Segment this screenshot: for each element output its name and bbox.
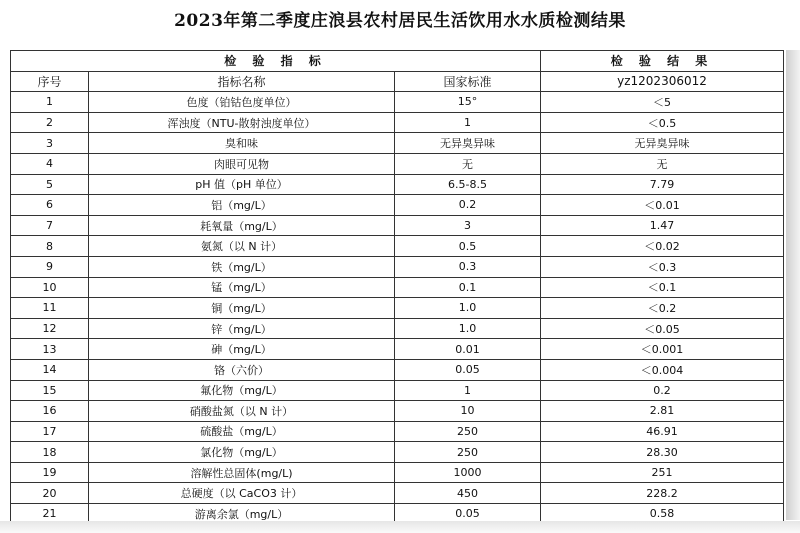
indicator-name-cell: 铜（mg/L）: [89, 298, 395, 319]
indicator-name-cell: 锰（mg/L）: [89, 277, 395, 298]
test-result-cell: 7.79: [541, 174, 784, 195]
test-result-cell: 46.91: [541, 421, 784, 442]
indicator-name-cell: 锌（mg/L）: [89, 318, 395, 339]
test-result-cell: 1.47: [541, 215, 784, 236]
indicator-name-cell: 氨氮（以 N 计）: [89, 236, 395, 257]
row-index-cell: 3: [11, 133, 89, 154]
indicator-name-cell: 铬（六价）: [89, 359, 395, 380]
indicator-name-cell: 砷（mg/L）: [89, 339, 395, 360]
national-standard-cell: 1: [395, 380, 541, 401]
indicator-name-cell: 游离余氯（mg/L）: [89, 504, 395, 525]
table-row: [11, 256, 784, 277]
test-result-cell: ＜0.05: [541, 318, 784, 339]
test-result-cell: 无异臭异味: [541, 133, 784, 154]
viewer-bottom-shadow: [0, 521, 800, 533]
table-row: [11, 112, 784, 133]
group-header-row: [11, 51, 784, 72]
standard-column-header: 国家标准: [395, 71, 541, 92]
indicator-name-cell: 总硬度（以 CaCO3 计）: [89, 483, 395, 504]
national-standard-cell: 6.5-8.5: [395, 174, 541, 195]
row-index-cell: 17: [11, 421, 89, 442]
indicator-name-cell: 氟化物（mg/L）: [89, 380, 395, 401]
row-index-cell: 12: [11, 318, 89, 339]
row-index-cell: 18: [11, 442, 89, 463]
table-row: [11, 380, 784, 401]
national-standard-cell: 10: [395, 401, 541, 422]
national-standard-cell: 250: [395, 421, 541, 442]
column-header-row: [11, 71, 784, 92]
indicator-name-cell: 硝酸盐氮（以 N 计）: [89, 401, 395, 422]
results-group-header: 检 验 结 果: [541, 51, 784, 72]
national-standard-cell: 1000: [395, 462, 541, 483]
national-standard-cell: 0.1: [395, 277, 541, 298]
test-result-cell: 2.81: [541, 401, 784, 422]
national-standard-cell: 0.2: [395, 195, 541, 216]
indicator-name-cell: 硫酸盐（mg/L）: [89, 421, 395, 442]
table-row: [11, 462, 784, 483]
test-result-cell: 251: [541, 462, 784, 483]
row-index-cell: 5: [11, 174, 89, 195]
table-row: [11, 195, 784, 216]
test-result-cell: ＜0.2: [541, 298, 784, 319]
national-standard-cell: 0.05: [395, 504, 541, 525]
row-index-cell: 6: [11, 195, 89, 216]
national-standard-cell: 0.5: [395, 236, 541, 257]
national-standard-cell: 无: [395, 153, 541, 174]
sample-id-column-header: yz1202306012: [541, 71, 784, 92]
test-result-cell: 无: [541, 153, 784, 174]
table-row: [11, 401, 784, 422]
national-standard-cell: 250: [395, 442, 541, 463]
table-row: [11, 174, 784, 195]
table-row: [11, 277, 784, 298]
test-result-cell: 0.2: [541, 380, 784, 401]
test-result-cell: ＜0.02: [541, 236, 784, 257]
test-result-cell: ＜0.1: [541, 277, 784, 298]
test-result-cell: 28.30: [541, 442, 784, 463]
table-row: [11, 483, 784, 504]
table-row: [11, 339, 784, 360]
indicator-name-cell: 铁（mg/L）: [89, 256, 395, 277]
table-row: [11, 442, 784, 463]
row-index-cell: 14: [11, 359, 89, 380]
indicator-name-cell: 臭和味: [89, 133, 395, 154]
table-row: [11, 421, 784, 442]
national-standard-cell: 0.05: [395, 359, 541, 380]
national-standard-cell: 无异臭异味: [395, 133, 541, 154]
national-standard-cell: 3: [395, 215, 541, 236]
page-title: 2023年第二季度庄浪县农村居民生活饮用水水质检测结果: [174, 11, 626, 31]
row-index-cell: 11: [11, 298, 89, 319]
table-row: [11, 298, 784, 319]
row-index-cell: 16: [11, 401, 89, 422]
row-index-cell: 21: [11, 504, 89, 525]
test-result-cell: ＜0.001: [541, 339, 784, 360]
row-index-cell: 4: [11, 153, 89, 174]
indicator-name-cell: 浑浊度（NTU-散射浊度单位）: [89, 112, 395, 133]
row-index-cell: 20: [11, 483, 89, 504]
indicator-name-cell: pH 值（pH 单位）: [89, 174, 395, 195]
row-index-cell: 15: [11, 380, 89, 401]
table-body: [11, 51, 784, 525]
viewer-edge-shadow: [786, 50, 800, 520]
row-index-cell: 10: [11, 277, 89, 298]
table-row: [11, 318, 784, 339]
national-standard-cell: 1: [395, 112, 541, 133]
table-row: [11, 92, 784, 113]
row-index-cell: 8: [11, 236, 89, 257]
indicator-name-cell: 色度（铂钴色度单位）: [89, 92, 395, 113]
national-standard-cell: 450: [395, 483, 541, 504]
test-result-cell: ＜5: [541, 92, 784, 113]
indicator-name-cell: 氯化物（mg/L）: [89, 442, 395, 463]
name-column-header: 指标名称: [89, 71, 395, 92]
indicator-name-cell: 耗氧量（mg/L）: [89, 215, 395, 236]
table-row: [11, 359, 784, 380]
row-index-cell: 13: [11, 339, 89, 360]
test-result-cell: ＜0.004: [541, 359, 784, 380]
row-index-cell: 1: [11, 92, 89, 113]
national-standard-cell: 0.01: [395, 339, 541, 360]
row-index-cell: 9: [11, 256, 89, 277]
row-index-cell: 2: [11, 112, 89, 133]
national-standard-cell: 1.0: [395, 318, 541, 339]
indicator-name-cell: 铝（mg/L）: [89, 195, 395, 216]
test-result-cell: ＜0.01: [541, 195, 784, 216]
test-result-cell: ＜0.3: [541, 256, 784, 277]
test-result-cell: 228.2: [541, 483, 784, 504]
table-row: [11, 153, 784, 174]
test-result-cell: ＜0.5: [541, 112, 784, 133]
index-column-header: 序号: [11, 71, 89, 92]
row-index-cell: 7: [11, 215, 89, 236]
row-index-cell: 19: [11, 462, 89, 483]
table-row: [11, 236, 784, 257]
test-result-cell: 0.58: [541, 504, 784, 525]
indicators-group-header: 检 验 指 标: [11, 51, 541, 72]
water-quality-table: [10, 50, 784, 525]
national-standard-cell: 0.3: [395, 256, 541, 277]
indicator-name-cell: 溶解性总固体(mg/L): [89, 462, 395, 483]
indicator-name-cell: 肉眼可见物: [89, 153, 395, 174]
national-standard-cell: 1.0: [395, 298, 541, 319]
table-row: [11, 133, 784, 154]
national-standard-cell: 15°: [395, 92, 541, 113]
table-row: [11, 215, 784, 236]
